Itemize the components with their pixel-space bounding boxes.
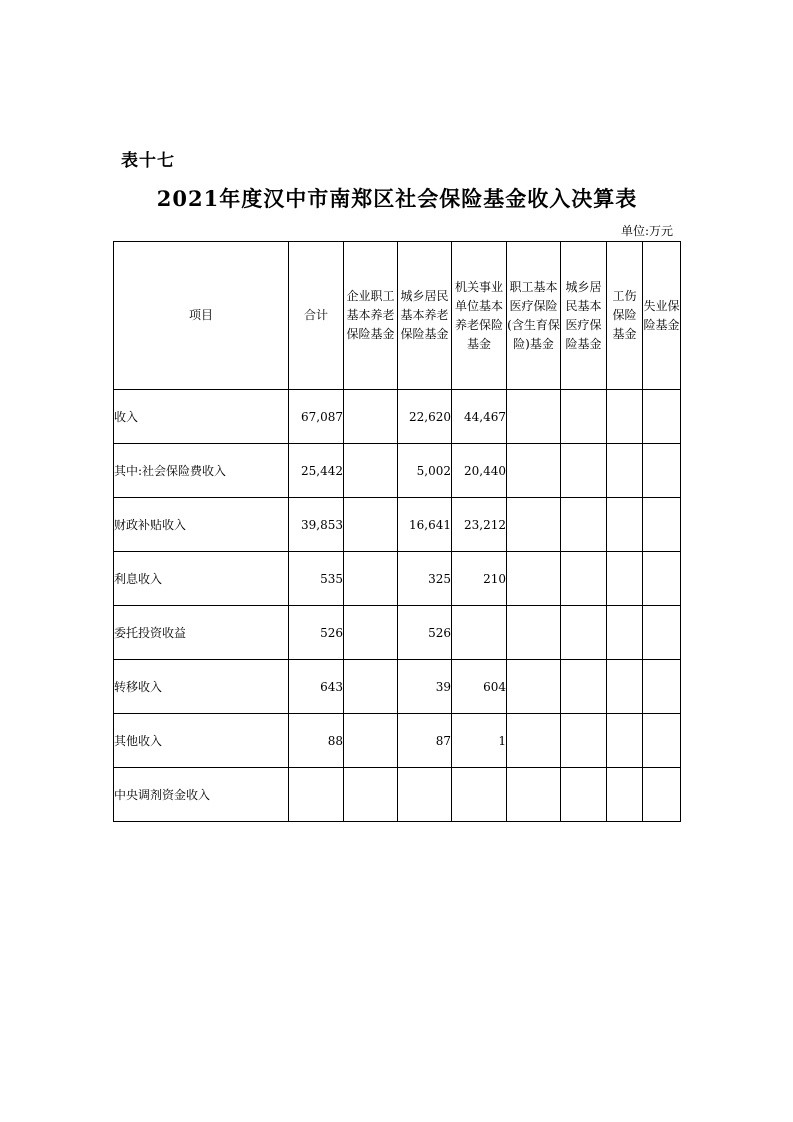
table-row xyxy=(114,714,681,768)
cell-unemployment xyxy=(643,552,681,606)
cell-employee-medical xyxy=(507,390,561,444)
unit-label: 单位:万元 xyxy=(620,224,673,238)
cell-total: 643 xyxy=(289,660,344,714)
cell-institution-pension: 604 xyxy=(452,660,507,714)
table-row xyxy=(114,606,681,660)
cell-work-injury xyxy=(607,444,643,498)
cell-employee-medical xyxy=(507,714,561,768)
cell-work-injury xyxy=(607,390,643,444)
header-row xyxy=(114,242,681,390)
cell-urban-rural-pension xyxy=(398,768,452,822)
cell-enterprise-pension xyxy=(344,444,398,498)
cell-institution-pension: 44,467 xyxy=(452,390,507,444)
cell-total xyxy=(289,768,344,822)
header-unemployment: 失业保险基金 xyxy=(643,242,681,390)
cell-urban-rural-pension: 16,641 xyxy=(398,498,452,552)
cell-work-injury xyxy=(607,498,643,552)
table-label: 表十七 xyxy=(121,151,175,171)
cell-unemployment xyxy=(643,606,681,660)
cell-total: 25,442 xyxy=(289,444,344,498)
cell-total: 88 xyxy=(289,714,344,768)
cell-employee-medical xyxy=(507,768,561,822)
cell-work-injury xyxy=(607,606,643,660)
cell-employee-medical xyxy=(507,498,561,552)
cell-institution-pension xyxy=(452,768,507,822)
cell-resident-medical xyxy=(561,552,607,606)
cell-enterprise-pension xyxy=(344,714,398,768)
table-row xyxy=(114,660,681,714)
cell-total: 39,853 xyxy=(289,498,344,552)
header-enterprise-pension: 企业职工基本养老保险基金 xyxy=(344,242,398,390)
cell-unemployment xyxy=(643,660,681,714)
header-employee-medical: 职工基本医疗保险(含生育保险)基金 xyxy=(507,242,561,390)
cell-total: 535 xyxy=(289,552,344,606)
row-label: 中央调剂资金收入 xyxy=(114,768,289,822)
table-row xyxy=(114,498,681,552)
cell-urban-rural-pension: 39 xyxy=(398,660,452,714)
row-label: 其中:社会保险费收入 xyxy=(114,444,289,498)
fund-income-table xyxy=(113,241,681,822)
cell-urban-rural-pension: 526 xyxy=(398,606,452,660)
cell-institution-pension xyxy=(452,606,507,660)
cell-urban-rural-pension: 5,002 xyxy=(398,444,452,498)
cell-resident-medical xyxy=(561,714,607,768)
cell-resident-medical xyxy=(561,660,607,714)
cell-work-injury xyxy=(607,768,643,822)
cell-total: 67,087 xyxy=(289,390,344,444)
row-label: 委托投资收益 xyxy=(114,606,289,660)
cell-enterprise-pension xyxy=(344,390,398,444)
header-institution-pension: 机关事业单位基本养老保险基金 xyxy=(452,242,507,390)
cell-enterprise-pension xyxy=(344,660,398,714)
row-label: 转移收入 xyxy=(114,660,289,714)
table-row xyxy=(114,444,681,498)
cell-enterprise-pension xyxy=(344,498,398,552)
header-total: 合计 xyxy=(289,242,344,390)
cell-resident-medical xyxy=(561,444,607,498)
header-item: 项目 xyxy=(114,242,289,390)
cell-work-injury xyxy=(607,714,643,768)
cell-employee-medical xyxy=(507,606,561,660)
cell-unemployment xyxy=(643,498,681,552)
cell-resident-medical xyxy=(561,606,607,660)
row-label: 财政补贴收入 xyxy=(114,498,289,552)
row-label: 利息收入 xyxy=(114,552,289,606)
cell-enterprise-pension xyxy=(344,552,398,606)
cell-unemployment xyxy=(643,714,681,768)
cell-work-injury xyxy=(607,660,643,714)
cell-resident-medical xyxy=(561,390,607,444)
cell-institution-pension: 20,440 xyxy=(452,444,507,498)
cell-unemployment xyxy=(643,768,681,822)
cell-resident-medical xyxy=(561,768,607,822)
table-row xyxy=(114,768,681,822)
cell-enterprise-pension xyxy=(344,768,398,822)
cell-total: 526 xyxy=(289,606,344,660)
cell-institution-pension: 1 xyxy=(452,714,507,768)
cell-urban-rural-pension: 325 xyxy=(398,552,452,606)
cell-institution-pension: 23,212 xyxy=(452,498,507,552)
cell-enterprise-pension xyxy=(344,606,398,660)
cell-urban-rural-pension: 22,620 xyxy=(398,390,452,444)
cell-unemployment xyxy=(643,444,681,498)
table-row xyxy=(114,390,681,444)
document-title: 2021年度汉中市南郑区社会保险基金收入决算表 xyxy=(156,186,638,211)
cell-work-injury xyxy=(607,552,643,606)
table-row xyxy=(114,552,681,606)
header-work-injury: 工伤保险基金 xyxy=(607,242,643,390)
cell-urban-rural-pension: 87 xyxy=(398,714,452,768)
cell-employee-medical xyxy=(507,660,561,714)
row-label: 其他收入 xyxy=(114,714,289,768)
row-label: 收入 xyxy=(114,390,289,444)
cell-resident-medical xyxy=(561,498,607,552)
cell-institution-pension: 210 xyxy=(452,552,507,606)
cell-unemployment xyxy=(643,390,681,444)
cell-employee-medical xyxy=(507,444,561,498)
header-urban-rural-pension: 城乡居民基本养老保险基金 xyxy=(398,242,452,390)
cell-employee-medical xyxy=(507,552,561,606)
header-resident-medical: 城乡居民基本医疗保险基金 xyxy=(561,242,607,390)
